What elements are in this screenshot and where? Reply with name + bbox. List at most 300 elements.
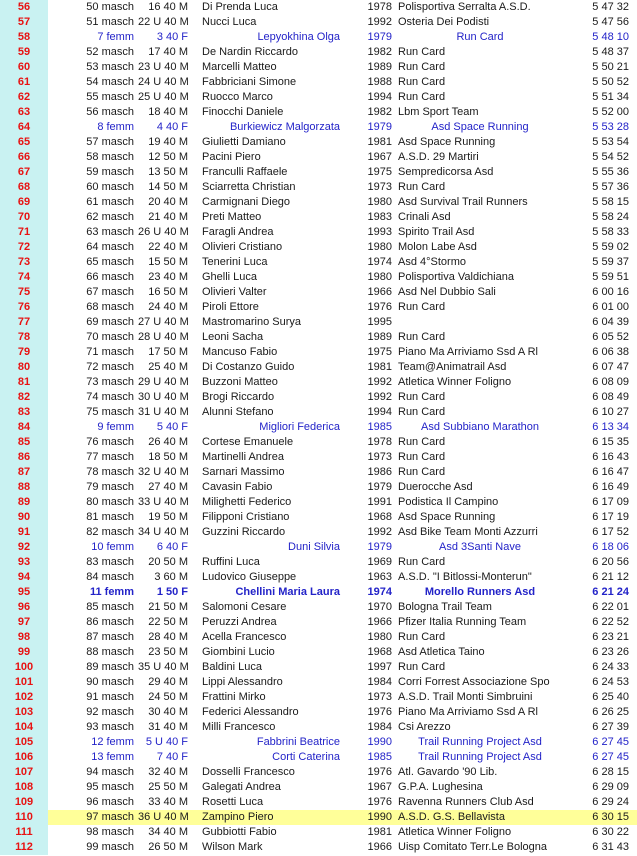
birth-year-cell: 1974 bbox=[367, 256, 392, 268]
time-cell: 6 21 24 bbox=[592, 586, 629, 598]
athlete-name-cell: Lippi Alessandro bbox=[202, 676, 283, 688]
category-rank-cell: 17 50 M bbox=[148, 346, 188, 358]
category-rank-cell: 3 40 F bbox=[156, 31, 188, 43]
rank-cell: 86 bbox=[0, 450, 48, 465]
rank-cell: 83 bbox=[0, 405, 48, 420]
gender-rank-cell: 56 masch bbox=[86, 106, 134, 118]
time-cell: 6 29 09 bbox=[592, 781, 629, 793]
team-cell: Polisportiva Serralta A.S.D. bbox=[398, 1, 531, 13]
gender-rank-cell: 88 masch bbox=[86, 646, 134, 658]
team-cell: Asd Space Running bbox=[398, 511, 496, 523]
athlete-name-cell: Migliori Federica bbox=[259, 421, 340, 433]
athlete-name-cell: Dosselli Francesco bbox=[202, 766, 295, 778]
athlete-name-cell: Frattini Mirko bbox=[202, 691, 266, 703]
athlete-name-cell: Faragli Andrea bbox=[202, 226, 274, 238]
gender-rank-cell: 64 masch bbox=[86, 241, 134, 253]
result-row bbox=[0, 615, 637, 630]
birth-year-cell: 1985 bbox=[367, 421, 392, 433]
gender-rank-cell: 96 masch bbox=[86, 796, 134, 808]
gender-rank-cell: 77 masch bbox=[86, 451, 134, 463]
category-rank-cell: 21 50 M bbox=[148, 601, 188, 613]
birth-year-cell: 1995 bbox=[367, 316, 392, 328]
category-rank-cell: 18 50 M bbox=[148, 451, 188, 463]
category-rank-cell: 26 50 M bbox=[148, 841, 188, 853]
birth-year-cell: 1985 bbox=[367, 751, 392, 763]
rank-cell: 95 bbox=[0, 585, 48, 600]
athlete-name-cell: Mancuso Fabio bbox=[202, 346, 278, 358]
result-row bbox=[0, 750, 637, 765]
time-cell: 6 29 24 bbox=[592, 796, 629, 808]
category-rank-cell: 23 50 M bbox=[148, 646, 188, 658]
athlete-name-cell: Cortese Emanuele bbox=[202, 436, 294, 448]
time-cell: 5 59 51 bbox=[592, 271, 629, 283]
time-cell: 6 30 15 bbox=[568, 810, 637, 825]
category-rank-cell: 28 40 M bbox=[148, 631, 188, 643]
time-cell: 5 51 34 bbox=[592, 91, 629, 103]
birth-year-cell: 1966 bbox=[367, 616, 392, 628]
rank-cell: 102 bbox=[0, 690, 48, 705]
rank-cell: 112 bbox=[0, 840, 48, 855]
time-cell: 6 13 34 bbox=[592, 421, 629, 433]
gender-rank-cell: 99 masch bbox=[86, 841, 134, 853]
result-row bbox=[0, 165, 637, 180]
time-cell: 6 00 16 bbox=[592, 286, 629, 298]
gender-rank-cell: 67 masch bbox=[86, 286, 134, 298]
team-cell: Piano Ma Arriviamo Ssd A Rl bbox=[398, 706, 539, 718]
category-rank-cell: 22 50 M bbox=[148, 616, 188, 628]
result-row bbox=[0, 510, 637, 525]
category-rank-cell: 35 U 40 M bbox=[138, 661, 189, 673]
team-cell: Csi Arezzo bbox=[398, 721, 451, 733]
time-cell: 6 01 00 bbox=[592, 301, 629, 313]
category-rank-cell: 26 40 M bbox=[148, 436, 188, 448]
birth-year-cell: 1989 bbox=[367, 331, 392, 343]
result-row bbox=[0, 255, 637, 270]
time-cell: 5 47 32 bbox=[592, 1, 629, 13]
birth-year-cell: 1973 bbox=[367, 691, 392, 703]
athlete-name-cell: Giombini Lucio bbox=[202, 646, 275, 658]
athlete-name-cell: Carmignani Diego bbox=[202, 196, 291, 208]
rank-cell: 87 bbox=[0, 465, 48, 480]
athlete-name-cell: Buzzoni Matteo bbox=[202, 376, 278, 388]
team-cell: Run Card bbox=[398, 46, 446, 58]
time-cell: 5 48 10 bbox=[592, 31, 629, 43]
result-row bbox=[0, 645, 637, 660]
time-cell: 6 07 47 bbox=[592, 361, 629, 373]
category-rank-cell: 27 U 40 M bbox=[138, 316, 189, 328]
category-rank-cell: 31 U 40 M bbox=[138, 406, 189, 418]
result-row bbox=[0, 495, 637, 510]
time-cell: 5 48 37 bbox=[592, 46, 629, 58]
time-cell: 6 10 27 bbox=[592, 406, 629, 418]
gender-rank-cell: 58 masch bbox=[86, 151, 134, 163]
category-rank-cell: 20 50 M bbox=[148, 556, 188, 568]
rank-cell: 71 bbox=[0, 225, 48, 240]
result-row bbox=[0, 150, 637, 165]
gender-rank-cell: 71 masch bbox=[86, 346, 134, 358]
birth-year-cell: 1990 bbox=[348, 810, 392, 825]
rank-cell: 75 bbox=[0, 285, 48, 300]
category-rank-cell: 32 40 M bbox=[148, 766, 188, 778]
team-cell: Pfizer Italia Running Team bbox=[398, 616, 527, 628]
athlete-name-cell: Pacini Piero bbox=[202, 151, 261, 163]
gender-rank-cell: 82 masch bbox=[86, 526, 134, 538]
time-cell: 5 54 52 bbox=[592, 151, 629, 163]
result-row bbox=[0, 285, 637, 300]
team-cell: Uisp Comitato Terr.Le Bologna bbox=[398, 841, 547, 853]
rank-cell: 94 bbox=[0, 570, 48, 585]
result-row bbox=[0, 315, 637, 330]
gender-rank-cell: 89 masch bbox=[86, 661, 134, 673]
result-row bbox=[0, 525, 637, 540]
team-cell: Spirito Trail Asd bbox=[398, 226, 475, 238]
rank-cell: 109 bbox=[0, 795, 48, 810]
athlete-name-cell: Milli Francesco bbox=[202, 721, 276, 733]
team-cell: Run Card bbox=[398, 466, 446, 478]
team-cell: Bologna Trail Team bbox=[398, 601, 492, 613]
athlete-name-cell: Mastromarino Surya bbox=[202, 316, 302, 328]
birth-year-cell: 1982 bbox=[367, 106, 392, 118]
athlete-name-cell: Burkiewicz Malgorzata bbox=[229, 121, 340, 133]
athlete-name-cell: Galegati Andrea bbox=[202, 781, 281, 793]
category-rank-cell: 25 U 40 M bbox=[138, 91, 189, 103]
birth-year-cell: 1980 bbox=[367, 196, 392, 208]
birth-year-cell: 1968 bbox=[367, 646, 392, 658]
rank-cell: 58 bbox=[0, 30, 48, 45]
result-row bbox=[0, 105, 637, 120]
team-cell: Asd Space Running bbox=[398, 136, 496, 148]
team-cell: G.P.A. Lughesina bbox=[398, 781, 483, 793]
result-row bbox=[0, 675, 637, 690]
result-row bbox=[0, 690, 637, 705]
category-rank-cell: 23 40 M bbox=[148, 271, 188, 283]
birth-year-cell: 1963 bbox=[367, 571, 392, 583]
athlete-name-cell: Acella Francesco bbox=[202, 631, 287, 643]
result-row bbox=[0, 375, 637, 390]
category-rank-cell: 7 40 F bbox=[156, 751, 188, 763]
team-cell: Asd Bike Team Monti Azzurri bbox=[398, 526, 538, 538]
gender-rank-cell: 55 masch bbox=[86, 91, 134, 103]
time-cell: 5 55 36 bbox=[592, 166, 629, 178]
time-cell: 6 06 38 bbox=[592, 346, 629, 358]
result-row bbox=[0, 75, 637, 90]
category-rank-cell: 13 50 M bbox=[148, 166, 188, 178]
birth-year-cell: 1966 bbox=[367, 286, 392, 298]
athlete-name-cell: Chellini Maria Laura bbox=[235, 586, 340, 598]
team-cell: Crinali Asd bbox=[398, 211, 451, 223]
birth-year-cell: 1984 bbox=[367, 721, 392, 733]
rank-cell: 103 bbox=[0, 705, 48, 720]
gender-rank-cell: 61 masch bbox=[86, 196, 134, 208]
team-cell: Atl. Gavardo '90 Lib. bbox=[398, 766, 498, 778]
gender-rank-cell: 12 femm bbox=[91, 736, 134, 748]
gender-rank-cell: 83 masch bbox=[86, 556, 134, 568]
time-cell: 6 08 09 bbox=[592, 376, 629, 388]
time-cell: 6 26 25 bbox=[592, 706, 629, 718]
birth-year-cell: 1979 bbox=[367, 121, 392, 133]
birth-year-cell: 1978 bbox=[367, 436, 392, 448]
rank-cell: 62 bbox=[0, 90, 48, 105]
athlete-name-cell: Fabbriciani Simone bbox=[202, 76, 297, 88]
birth-year-cell: 1967 bbox=[367, 151, 392, 163]
team-cell: Corri Forrest Associazione Spo bbox=[398, 676, 550, 688]
rank-cell: 72 bbox=[0, 240, 48, 255]
team-cell: A.S.D. 29 Martiri bbox=[398, 151, 479, 163]
result-row bbox=[0, 585, 637, 600]
category-rank-cell: 3 60 M bbox=[154, 571, 188, 583]
time-cell: 6 16 43 bbox=[592, 451, 629, 463]
time-cell: 6 15 35 bbox=[592, 436, 629, 448]
gender-rank-cell: 73 masch bbox=[86, 376, 134, 388]
gender-rank-cell: 57 masch bbox=[86, 136, 134, 148]
rank-cell: 79 bbox=[0, 345, 48, 360]
birth-year-cell: 1992 bbox=[367, 16, 392, 28]
result-row bbox=[0, 60, 637, 75]
birth-year-cell: 1976 bbox=[367, 766, 392, 778]
team-cell: Run Card bbox=[456, 31, 504, 43]
gender-rank-cell: 76 masch bbox=[86, 436, 134, 448]
birth-year-cell: 1992 bbox=[367, 376, 392, 388]
rank-cell: 105 bbox=[0, 735, 48, 750]
category-rank-cell: 22 40 M bbox=[148, 241, 188, 253]
team-cell: Team@Animatrail Asd bbox=[398, 361, 507, 373]
result-row bbox=[0, 840, 637, 855]
birth-year-cell: 1993 bbox=[367, 226, 392, 238]
birth-year-cell: 1981 bbox=[367, 136, 392, 148]
result-row bbox=[0, 330, 637, 345]
category-rank-cell: 24 50 M bbox=[148, 691, 188, 703]
time-cell: 6 16 47 bbox=[592, 466, 629, 478]
category-rank-cell: 18 40 M bbox=[148, 106, 188, 118]
athlete-name-cell: Sarnari Massimo bbox=[202, 466, 285, 478]
time-cell: 5 50 52 bbox=[592, 76, 629, 88]
result-row bbox=[0, 135, 637, 150]
result-row bbox=[0, 225, 637, 240]
team-cell: Run Card bbox=[398, 331, 446, 343]
team-cell: Run Card bbox=[398, 556, 446, 568]
category-rank-cell: 34 U 40 M bbox=[138, 526, 189, 538]
athlete-name-cell: Franculli Raffaele bbox=[202, 166, 288, 178]
time-cell: 6 24 33 bbox=[592, 661, 629, 673]
team-cell: Piano Ma Arriviamo Ssd A Rl bbox=[398, 346, 539, 358]
birth-year-cell: 1989 bbox=[367, 61, 392, 73]
result-row bbox=[0, 195, 637, 210]
result-row bbox=[0, 465, 637, 480]
gender-rank-cell: 13 femm bbox=[91, 751, 134, 763]
category-rank-cell: 33 U 40 M bbox=[138, 496, 189, 508]
birth-year-cell: 1979 bbox=[367, 481, 392, 493]
athlete-name-cell: Giulietti Damiano bbox=[202, 136, 286, 148]
athlete-name-cell: Alunni Stefano bbox=[202, 406, 274, 418]
time-cell: 6 23 21 bbox=[592, 631, 629, 643]
rank-cell: 76 bbox=[0, 300, 48, 315]
rank-cell: 66 bbox=[0, 150, 48, 165]
gender-rank-cell: 8 femm bbox=[97, 121, 134, 133]
birth-year-cell: 1986 bbox=[367, 466, 392, 478]
time-cell: 5 53 28 bbox=[592, 121, 629, 133]
result-row bbox=[0, 210, 637, 225]
category-rank-cell: 5 40 F bbox=[156, 421, 188, 433]
time-cell: 6 17 19 bbox=[592, 511, 629, 523]
gender-rank-cell: 63 masch bbox=[86, 226, 134, 238]
rank-cell: 77 bbox=[0, 315, 48, 330]
rank-cell: 111 bbox=[0, 825, 48, 840]
athlete-name-cell: Olivieri Cristiano bbox=[202, 241, 283, 253]
athlete-name-cell: Guzzini Riccardo bbox=[202, 526, 286, 538]
rank-cell: 89 bbox=[0, 495, 48, 510]
result-row bbox=[0, 345, 637, 360]
team-cell bbox=[392, 315, 568, 330]
time-cell: 6 25 40 bbox=[592, 691, 629, 703]
category-rank-cell: 26 U 40 M bbox=[138, 226, 189, 238]
rank-cell: 91 bbox=[0, 525, 48, 540]
athlete-name-cell: Di Costanzo Guido bbox=[202, 361, 295, 373]
gender-rank-cell: 79 masch bbox=[86, 481, 134, 493]
gender-rank-cell: 65 masch bbox=[86, 256, 134, 268]
team-cell: Lbm Sport Team bbox=[398, 106, 479, 118]
gender-rank-cell: 98 masch bbox=[86, 826, 134, 838]
category-rank-cell: 28 U 40 M bbox=[138, 331, 189, 343]
birth-year-cell: 1973 bbox=[367, 181, 392, 193]
gender-rank-cell: 75 masch bbox=[86, 406, 134, 418]
gender-rank-cell: 52 masch bbox=[86, 46, 134, 58]
team-cell: Run Card bbox=[398, 661, 446, 673]
team-cell: Molon Labe Asd bbox=[398, 241, 477, 253]
birth-year-cell: 1975 bbox=[367, 166, 392, 178]
team-cell: Asd Survival Trail Runners bbox=[398, 196, 528, 208]
rank-cell: 56 bbox=[0, 0, 48, 15]
athlete-name-cell: Leoni Sacha bbox=[202, 331, 264, 343]
time-cell: 6 27 39 bbox=[592, 721, 629, 733]
team-cell: Run Card bbox=[398, 76, 446, 88]
result-row bbox=[0, 435, 637, 450]
team-cell: Asd Atletica Taino bbox=[398, 646, 485, 658]
time-cell: 5 58 15 bbox=[592, 196, 629, 208]
athlete-name-cell: De Nardin Riccardo bbox=[202, 46, 298, 58]
athlete-name-cell: Tenerini Luca bbox=[202, 256, 268, 268]
birth-year-cell: 1976 bbox=[367, 796, 392, 808]
rank-cell: 69 bbox=[0, 195, 48, 210]
result-row bbox=[0, 810, 637, 825]
time-cell: 6 08 49 bbox=[592, 391, 629, 403]
result-row bbox=[0, 540, 637, 555]
team-cell: Atletica Winner Foligno bbox=[398, 826, 512, 838]
team-cell: Duerocche Asd bbox=[398, 481, 473, 493]
rank-cell: 93 bbox=[0, 555, 48, 570]
athlete-name-cell: Olivieri Valter bbox=[202, 286, 267, 298]
result-row bbox=[0, 795, 637, 810]
rank-cell: 78 bbox=[0, 330, 48, 345]
gender-rank-cell: 11 femm bbox=[89, 586, 134, 598]
gender-rank-cell: 9 femm bbox=[97, 421, 134, 433]
time-cell: 6 23 26 bbox=[592, 646, 629, 658]
time-cell: 6 22 01 bbox=[592, 601, 629, 613]
athlete-name-cell: Fabbrini Beatrice bbox=[256, 736, 340, 748]
category-rank-cell: 30 U 40 M bbox=[138, 391, 189, 403]
rank-cell: 106 bbox=[0, 750, 48, 765]
gender-rank-cell: 68 masch bbox=[86, 301, 134, 313]
team-cell: Ravenna Runners Club Asd bbox=[398, 796, 534, 808]
birth-year-cell: 1979 bbox=[367, 541, 392, 553]
athlete-name-cell: Nucci Luca bbox=[202, 16, 257, 28]
gender-rank-cell: 78 masch bbox=[86, 466, 134, 478]
athlete-name-cell: Sciarretta Christian bbox=[202, 181, 296, 193]
team-cell: A.S.D. G.S. Bellavista bbox=[392, 810, 568, 825]
gender-rank-cell: 66 masch bbox=[86, 271, 134, 283]
result-row bbox=[0, 780, 637, 795]
birth-year-cell: 1966 bbox=[367, 841, 392, 853]
team-cell: A.S.D. Trail Monti Simbruini bbox=[398, 691, 533, 703]
category-rank-cell: 16 50 M bbox=[148, 286, 188, 298]
gender-rank-cell: 53 masch bbox=[86, 61, 134, 73]
category-rank-cell: 23 U 40 M bbox=[138, 61, 189, 73]
time-cell: 6 31 43 bbox=[592, 841, 629, 853]
time-cell: 5 59 02 bbox=[592, 241, 629, 253]
team-cell: Polisportiva Valdichiana bbox=[398, 271, 514, 283]
time-cell: 5 50 21 bbox=[592, 61, 629, 73]
category-rank-cell: 15 50 M bbox=[148, 256, 188, 268]
result-row bbox=[0, 15, 637, 30]
category-rank-cell: 34 40 M bbox=[148, 826, 188, 838]
gender-rank-cell: 50 masch bbox=[86, 1, 134, 13]
rank-cell: 81 bbox=[0, 375, 48, 390]
team-cell: Sempredicorsa Asd bbox=[398, 166, 494, 178]
result-row bbox=[0, 705, 637, 720]
rank-cell: 67 bbox=[0, 165, 48, 180]
team-cell: Morello Runners Asd bbox=[424, 586, 536, 598]
gender-rank-cell: 70 masch bbox=[86, 331, 134, 343]
category-rank-cell: 36 U 40 M bbox=[138, 810, 196, 825]
time-cell: 6 22 52 bbox=[592, 616, 629, 628]
gender-rank-cell: 84 masch bbox=[86, 571, 134, 583]
rank-cell: 100 bbox=[0, 660, 48, 675]
time-cell: 6 30 22 bbox=[592, 826, 629, 838]
athlete-name-cell: Preti Matteo bbox=[202, 211, 262, 223]
result-row bbox=[0, 570, 637, 585]
time-cell: 6 24 53 bbox=[592, 676, 629, 688]
time-cell: 6 18 06 bbox=[592, 541, 629, 553]
team-cell: Run Card bbox=[398, 91, 446, 103]
birth-year-cell: 1984 bbox=[367, 676, 392, 688]
time-cell: 5 58 24 bbox=[592, 211, 629, 223]
result-row bbox=[0, 45, 637, 60]
result-row bbox=[0, 360, 637, 375]
gender-rank-cell: 81 masch bbox=[86, 511, 134, 523]
result-row bbox=[0, 450, 637, 465]
athlete-name-cell: Lepyokhina Olga bbox=[257, 31, 340, 43]
gender-rank-cell: 59 masch bbox=[86, 166, 134, 178]
birth-year-cell: 1981 bbox=[367, 361, 392, 373]
athlete-name-cell: Milighetti Federico bbox=[202, 496, 292, 508]
gender-rank-cell: 54 masch bbox=[86, 76, 134, 88]
birth-year-cell: 1979 bbox=[367, 31, 392, 43]
rank-cell: 64 bbox=[0, 120, 48, 135]
result-row bbox=[0, 120, 637, 135]
category-rank-cell: 4 40 F bbox=[156, 121, 188, 133]
category-rank-cell: 31 40 M bbox=[148, 721, 188, 733]
time-cell: 5 47 56 bbox=[592, 16, 629, 28]
time-cell: 6 27 45 bbox=[592, 751, 629, 763]
result-row bbox=[0, 600, 637, 615]
category-rank-cell: 20 40 M bbox=[148, 196, 188, 208]
category-rank-cell: 1 50 F bbox=[156, 586, 188, 598]
team-cell: Run Card bbox=[398, 181, 446, 193]
birth-year-cell: 1992 bbox=[367, 526, 392, 538]
birth-year-cell: 1992 bbox=[367, 391, 392, 403]
category-rank-cell: 16 40 M bbox=[148, 1, 188, 13]
rank-cell: 108 bbox=[0, 780, 48, 795]
team-cell: Atletica Winner Foligno bbox=[398, 376, 512, 388]
